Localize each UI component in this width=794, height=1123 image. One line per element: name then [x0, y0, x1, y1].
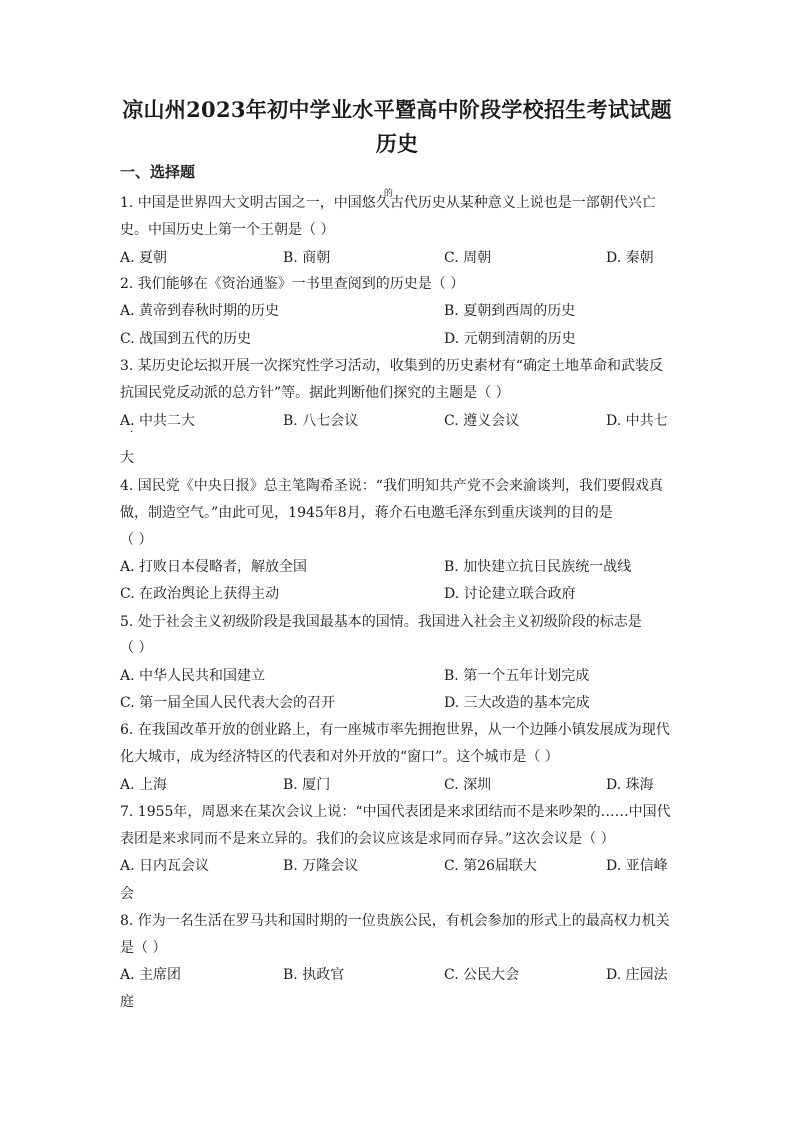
q7-option-a[interactable]: A. 日内瓦会议 — [120, 858, 210, 874]
q4-option-b[interactable]: B. 加快建立抗日民族统一战线 — [444, 559, 632, 575]
q3-option-d-wrap: 大 — [120, 450, 134, 466]
q8-option-d[interactable]: D. 庄园法 — [606, 967, 668, 983]
q6-option-b[interactable]: B. 厦门 — [283, 777, 331, 793]
q5-option-b[interactable]: B. 第一个五年计划完成 — [444, 668, 590, 684]
q4-option-a[interactable]: A. 打败日本侵略者，解放全国 — [120, 559, 308, 575]
question-6-line-1: 6. 在我国改革开放的创业路上，有一座城市率先拥抱世界，从一个边陲小镇发展成为现代 — [120, 722, 670, 738]
q3-option-d[interactable]: D. 中共七 — [606, 413, 668, 429]
q2-option-a[interactable]: A. 黄帝到春秋时期的历史 — [120, 303, 280, 319]
q2-option-b[interactable]: B. 夏朝到西周的历史 — [444, 303, 576, 319]
q4-option-c[interactable]: C. 在政治舆论上获得主动 — [120, 586, 280, 602]
q3-option-a[interactable]: A. 中共二大 — [120, 413, 196, 429]
question-8-line-1: 8. 作为一名生活在罗马共和国时期的一位贵族公民，有机会参加的形式上的最高权力机关 — [120, 913, 670, 929]
exam-title: 凉山州2023年初中学业水平暨高中阶段学校招生考试试题 — [122, 97, 672, 122]
q6-option-a[interactable]: A. 上海 — [120, 777, 168, 793]
question-1-line-1 — [120, 189, 656, 213]
question-1-line-2: 史。中国历史上第一个王朝是（ ） — [120, 222, 335, 238]
question-1-text-b: 古代历史从某种意义上说也是一部朝代兴亡 — [389, 195, 656, 211]
q6-option-c[interactable]: C. 深圳 — [444, 777, 492, 793]
q1-option-c[interactable]: C. 周朝 — [444, 250, 492, 266]
question-5-line-1: 5. 处于社会主义初级阶段是我国最基本的国情。我国进入社会主义初级阶段的标志是 — [120, 614, 642, 630]
q1-option-a[interactable]: A. 夏朝 — [120, 250, 168, 266]
q6-option-d[interactable]: D. 珠海 — [606, 777, 654, 793]
q2-option-d[interactable]: D. 元朝到清朝的历史 — [444, 331, 576, 347]
question-4-line-1: 4. 国民党《中央日报》总主笔陶希圣说：“我们明知共产党不会来渝谈判，我们要假戏真 — [120, 478, 663, 494]
question-1-text-a: 1. 中国是世界四大文明古国之一，中国悠久 — [120, 195, 390, 211]
section-heading: 一、选择题 — [120, 163, 196, 181]
q3-option-b[interactable]: B. 八七会议 — [283, 413, 359, 429]
q7-option-d-wrap: 会 — [120, 886, 134, 902]
question-3-line-1: 3. 某历史论坛拟开展一次探究性学习活动，收集到的历史素材有“确定土地革命和武装反 — [120, 358, 663, 374]
question-7-line-1: 7. 1955年，周恩来在某次会议上说：“中国代表团是来求团结而不是来吵架的……中国代 — [120, 804, 671, 820]
q8-option-b[interactable]: B. 执政官 — [283, 967, 345, 983]
subject-title: 历史 — [375, 131, 419, 156]
q7-option-c[interactable]: C. 第26届联大 — [444, 858, 537, 874]
q8-option-d-wrap: 庭 — [120, 994, 134, 1010]
question-6-line-2: 化大城市，成为经济特区的代表和对外开放的“窗口”。这个城市是（ ） — [120, 749, 559, 765]
q3-option-c[interactable]: C. 遵义会议 — [444, 413, 520, 429]
question-3-line-2: 抗国民党反动派的总方针”等。据此判断他们探究的主题是（ ） — [120, 385, 510, 401]
q7-option-b[interactable]: B. 万隆会议 — [283, 858, 359, 874]
q8-option-c[interactable]: C. 公民大会 — [444, 967, 520, 983]
q1-option-d[interactable]: D. 秦朝 — [606, 250, 654, 266]
q7-option-d[interactable]: D. 亚信峰 — [606, 858, 668, 874]
q2-option-c[interactable]: C. 战国到五代的历史 — [120, 331, 252, 347]
q8-option-a[interactable]: A. 主席团 — [120, 967, 182, 983]
q5-option-d[interactable]: D. 三大改造的基本完成 — [444, 695, 590, 711]
question-8-line-2: 是（ ） — [120, 940, 167, 956]
question-4-line-2: 做，制造空气。”由此可见，1945年8月，蒋介石电邀毛泽东到重庆谈判的目的是 — [120, 505, 613, 521]
q5-option-c[interactable]: C. 第一届全国人民代表大会的召开 — [120, 695, 336, 711]
q5-option-a[interactable]: A. 中华人民共和国建立 — [120, 668, 266, 684]
q1-option-b[interactable]: B. 商朝 — [283, 250, 331, 266]
question-5-line-2: （ ） — [120, 640, 153, 656]
q4-option-d[interactable]: D. 讨论建立联合政府 — [444, 586, 576, 602]
question-2-line-1: 2. 我们能够在《资治通鉴》一书里查阅到的历史是（ ） — [120, 276, 465, 292]
emphasis-dot: · — [130, 427, 134, 438]
ruby-annotation: 的 — [383, 189, 393, 199]
question-7-line-2: 表团是来求同而不是来立异的。我们的会议应该是求同而存异。”这次会议是（ ） — [120, 831, 615, 847]
question-4-line-3: （ ） — [120, 532, 153, 548]
